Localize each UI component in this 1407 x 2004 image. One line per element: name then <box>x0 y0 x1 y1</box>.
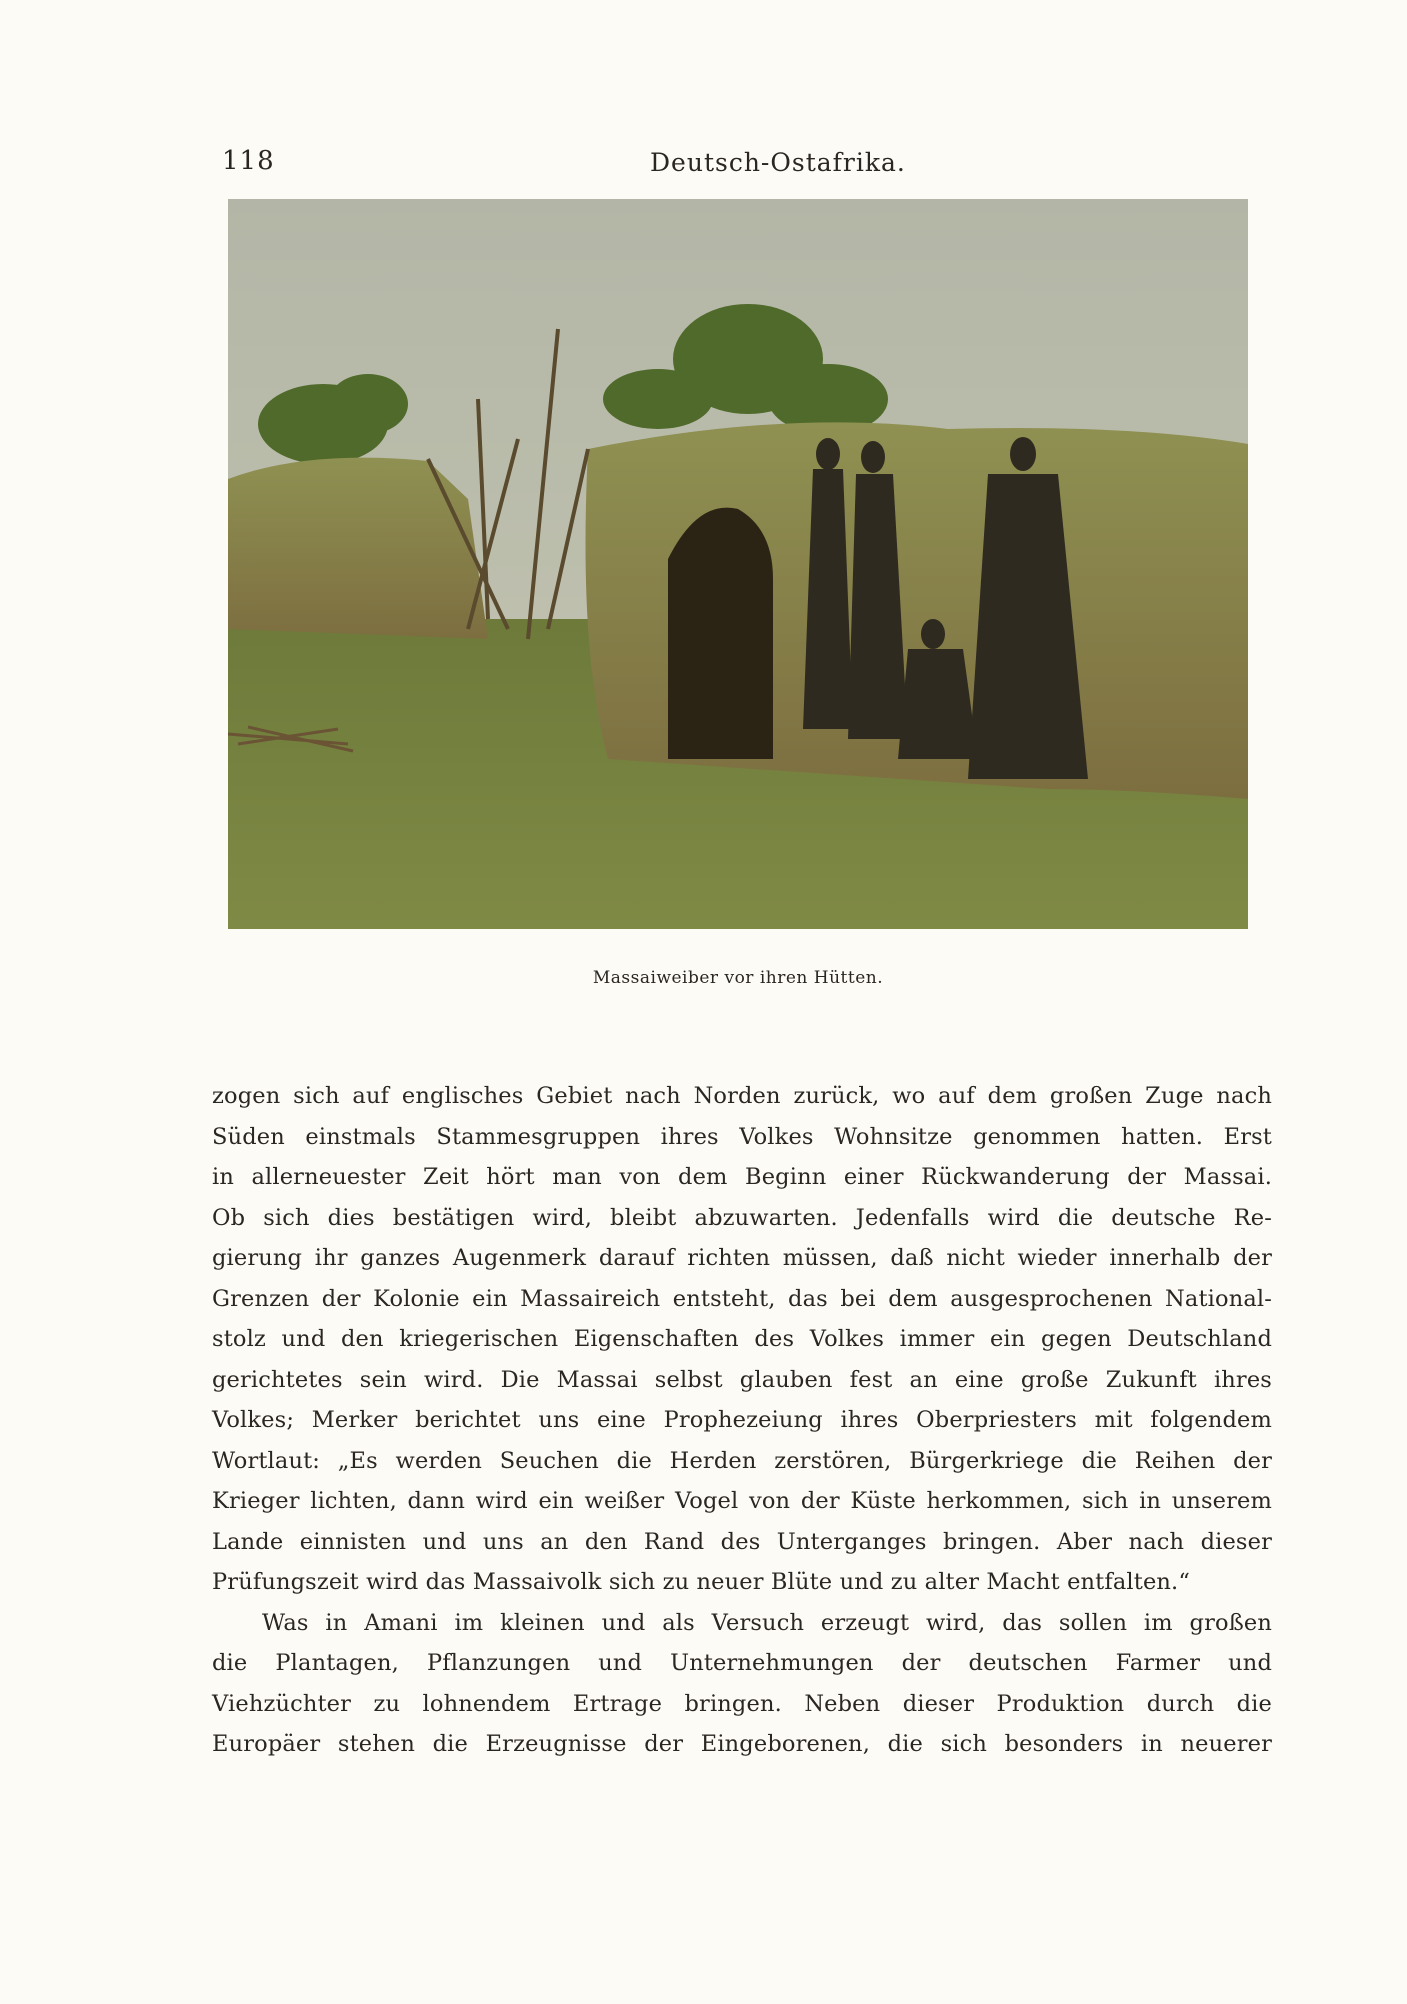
text-line: die Plantagen, Pflanzungen und Unternehmungen der deutschen Farmer und <box>212 1650 1272 1676</box>
text-line: stolz und den kriegerischen Eigenschaften des Volkes immer ein gegen Deutschland <box>212 1326 1272 1352</box>
text-line: Wortlaut: „Es werden Seuchen die Herden zerstören, Bürgerkriege die Reihen der <box>212 1447 1272 1474</box>
left-hut <box>228 458 488 639</box>
text-line: Viehzüchter zu lohnendem Ertrage bringen. Neben dieser Produktion durch die <box>212 1690 1272 1717</box>
text-line: Süden einstmals Stammesgruppen ihres Volkes Wohnsitze genommen hatten. Erst <box>212 1123 1272 1150</box>
text-line: Grenzen der Kolonie ein Massaireich entsteht, das bei dem ausgesprochenen National- <box>212 1285 1272 1312</box>
page-number: 118 <box>222 146 275 176</box>
running-title: Deutsch-Ostafrika. <box>650 148 906 177</box>
photograph <box>228 199 1248 929</box>
text-line: Was in Amani im kleinen und als Versuch erzeugt wird, das sollen im großen <box>262 1609 1272 1636</box>
text-line: Krieger lichten, dann wird ein weißer Vogel von der Küste herkommen, sich in unserem <box>212 1488 1272 1514</box>
text-line: zogen sich auf englisches Gebiet nach Norden zurück, wo auf dem großen Zuge nach <box>212 1083 1272 1109</box>
body-text <box>212 1076 1272 1765</box>
hut-doorway <box>668 508 773 759</box>
text-line: Europäer stehen die Erzeugnisse der Eingeborenen, die sich besonders in neuerer <box>212 1731 1272 1757</box>
text-line: in allerneuester Zeit hört man von dem Beginn einer Rückwanderung der Massai. <box>212 1164 1272 1190</box>
text-line: Lande einnisten und uns an den Rand des Unterganges bringen. Aber nach dieser <box>212 1528 1272 1555</box>
text-line: Volkes; Merker berichtet uns eine Prophezeiung ihres Oberpriesters mit folgendem <box>212 1407 1272 1433</box>
text-line: gierung ihr ganzes Augenmerk darauf richten müssen, daß nicht wieder innerhalb der <box>212 1245 1272 1271</box>
text-line: gerichtetes sein wird. Die Massai selbst glauben fest an eine große Zukunft ihres <box>212 1366 1272 1393</box>
text-line: Ob sich dies bestätigen wird, bleibt abzuwarten. Jedenfalls wird die deutsche Re- <box>212 1204 1272 1231</box>
text-line: Prüfungszeit wird das Massaivolk sich zu neuer Blüte und zu alter Macht entfalten.“ <box>212 1569 1191 1595</box>
figure-caption: Massaiweiber vor ihren Hütten. <box>592 968 884 988</box>
photo-illustration <box>228 199 1248 929</box>
